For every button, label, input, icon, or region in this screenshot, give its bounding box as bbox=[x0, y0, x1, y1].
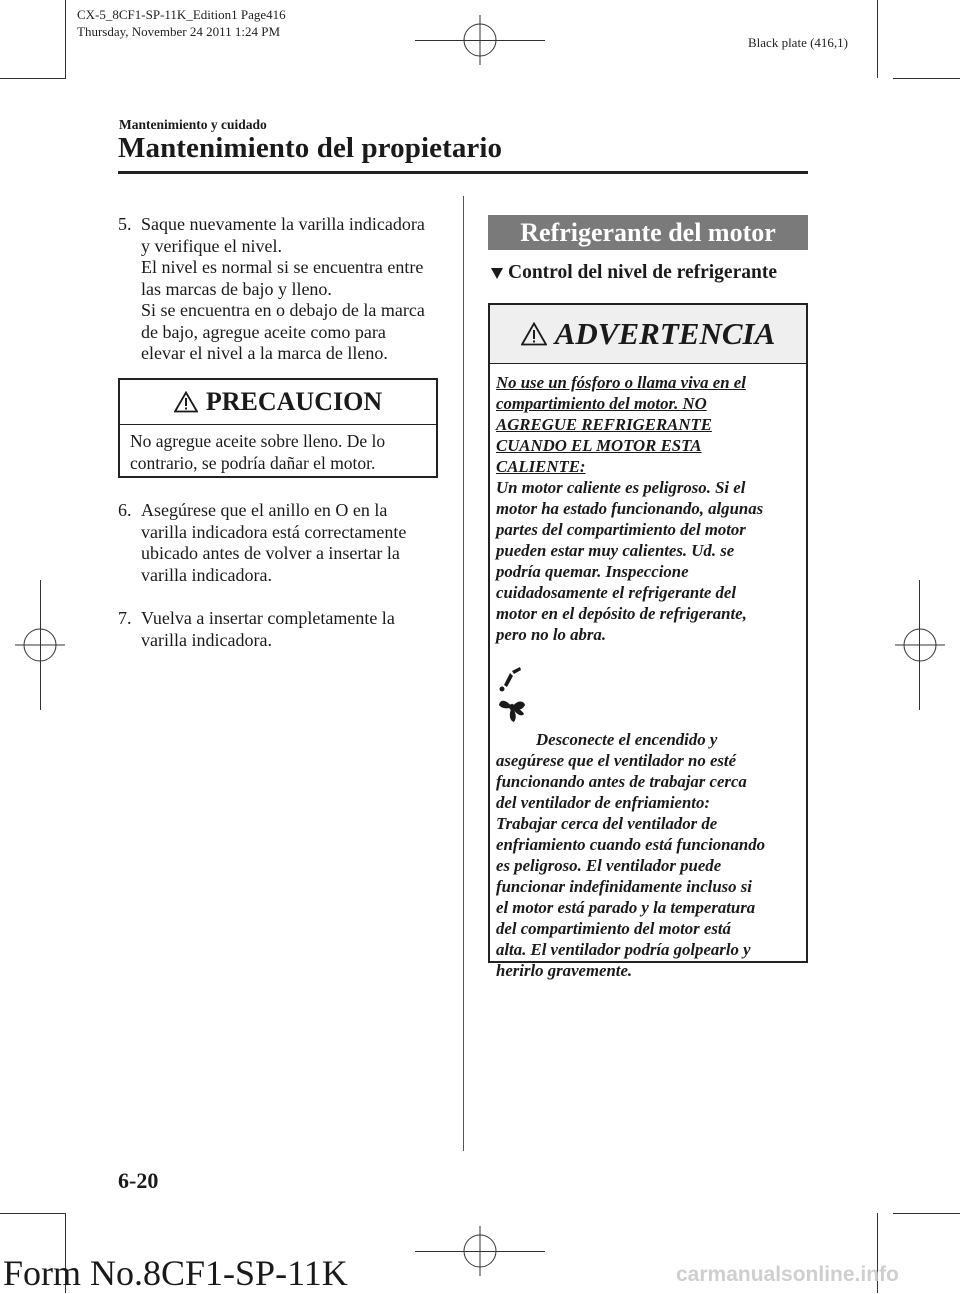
print-job-line2: Thursday, November 24 2011 1:24 PM bbox=[77, 24, 281, 39]
caution-text bbox=[120, 425, 436, 480]
step-6 bbox=[118, 500, 442, 586]
warning-header bbox=[490, 305, 806, 364]
warning-line: CUANDO EL MOTOR ESTA bbox=[496, 436, 702, 455]
caution-heading: PRECAUCION bbox=[205, 387, 383, 416]
warning-line: herirlo gravemente. bbox=[496, 961, 633, 980]
form-number: Form No.8CF1-SP-11K bbox=[3, 1253, 348, 1293]
step-number: 6. bbox=[118, 500, 132, 520]
step-line: Saque nuevamente la varilla indicadora bbox=[141, 214, 425, 234]
warning-line: pero no lo abra. bbox=[496, 625, 607, 644]
section-banner: Refrigerante del motor bbox=[488, 215, 808, 250]
warning-heading: ADVERTENCIA bbox=[554, 316, 776, 351]
plate-info: Black plate (416,1) bbox=[748, 35, 848, 50]
section-label: Mantenimiento y cuidado bbox=[119, 117, 267, 132]
step-line: Si se encuentra en o debajo de la marca bbox=[141, 300, 425, 320]
warning-line: Un motor caliente es peligroso. Si el bbox=[496, 478, 746, 497]
warning-line: podría quemar. Inspeccione bbox=[496, 562, 689, 581]
registration-mark-top bbox=[455, 15, 505, 65]
warning-line: asegúrese que el ventilador no esté bbox=[496, 751, 737, 770]
print-job-info bbox=[77, 6, 286, 40]
title-rule bbox=[118, 171, 808, 174]
warning-block2-text bbox=[496, 813, 798, 981]
step-line: varilla indicadora. bbox=[141, 629, 272, 650]
caution-box bbox=[118, 378, 438, 478]
caution-line: No agregue aceite sobre lleno. De lo bbox=[130, 431, 386, 451]
page-title: Mantenimiento del propietario bbox=[118, 132, 503, 164]
step-line: varilla indicadora. bbox=[141, 564, 272, 585]
column-divider bbox=[463, 196, 464, 1151]
warning-triangle-icon bbox=[174, 391, 198, 413]
step-line: elevar el nivel a la marca de lleno. bbox=[141, 343, 388, 363]
warning-block1-text bbox=[496, 477, 798, 645]
warning-line: alta. El ventilador podría golpearlo y bbox=[496, 940, 751, 959]
warning-line: pueden estar muy calientes. Ud. se bbox=[496, 541, 735, 560]
step-number: 7. bbox=[118, 608, 132, 628]
step-number: 5. bbox=[118, 214, 132, 234]
subheading bbox=[490, 262, 777, 284]
left-column bbox=[118, 214, 442, 387]
left-column-steps bbox=[118, 500, 442, 673]
fan-warning-icon bbox=[496, 665, 528, 727]
warning-line: funcionando antes de trabajar cerca bbox=[496, 772, 747, 791]
warning-line: compartimiento del motor. NO bbox=[496, 394, 707, 413]
step-line: Asegúrese que el anillo en O en la bbox=[141, 500, 388, 520]
warning-line: partes del compartimiento del motor bbox=[496, 520, 746, 539]
page-number: 6-20 bbox=[118, 1168, 159, 1193]
warning-box bbox=[488, 303, 808, 980]
warning-line: Desconecte el encendido y bbox=[536, 730, 718, 749]
registration-mark-left bbox=[15, 620, 65, 670]
watermark: carmanualsonline.info bbox=[676, 1263, 899, 1286]
step-line: y verifique el nivel. bbox=[141, 235, 282, 256]
warning-line: CALIENTE: bbox=[496, 457, 586, 476]
step-line: Vuelva a insertar completamente la bbox=[141, 608, 395, 628]
warning-line: AGREGUE REFRIGERANTE bbox=[496, 415, 712, 434]
warning-line: del ventilador de enfriamiento: bbox=[496, 793, 710, 812]
warning-block1-underlined bbox=[496, 372, 798, 477]
step-line: de bajo, agregue aceite como para bbox=[141, 321, 386, 342]
warning-triangle-icon bbox=[521, 322, 547, 346]
warning-line: Trabajar cerca del ventilador de bbox=[496, 814, 718, 833]
warning-line: enfriamiento cuando está funcionando bbox=[496, 835, 765, 854]
step-5 bbox=[118, 214, 442, 365]
warning-block2-underlined bbox=[496, 665, 798, 813]
warning-line: es peligroso. El ventilador puede bbox=[496, 856, 722, 875]
caution-header bbox=[120, 380, 436, 425]
print-job-line1: CX-5_8CF1-SP-11K_Edition1 Page416 bbox=[77, 7, 286, 22]
warning-line: cuidadosamente el refrigerante del bbox=[496, 583, 737, 602]
warning-body bbox=[490, 364, 806, 981]
warning-line: funcionar indefinidamente incluso si bbox=[496, 877, 752, 896]
triangle-bullet-icon bbox=[490, 266, 504, 280]
caution-line: contrario, se podría dañar el motor. bbox=[130, 452, 376, 473]
step-line: las marcas de bajo y lleno. bbox=[141, 278, 332, 299]
step-line: varilla indicadora está correctamente bbox=[141, 521, 407, 542]
warning-line: del compartimiento del motor está bbox=[496, 919, 731, 938]
subheading-text: Control del nivel de refrigerante bbox=[508, 262, 777, 283]
step-line: ubicado antes de volver a insertar la bbox=[141, 543, 400, 563]
warning-line: motor en el depósito de refrigerante, bbox=[496, 604, 747, 623]
registration-mark-right bbox=[895, 620, 945, 670]
step-line: El nivel es normal si se encuentra entre bbox=[141, 257, 424, 277]
warning-line: No use un fósforo o llama viva en el bbox=[496, 373, 746, 392]
warning-line: el motor está parado y la temperatura bbox=[496, 898, 756, 917]
registration-mark-bottom bbox=[455, 1226, 505, 1276]
step-7 bbox=[118, 608, 442, 651]
warning-line: motor ha estado funcionando, algunas bbox=[496, 499, 764, 518]
